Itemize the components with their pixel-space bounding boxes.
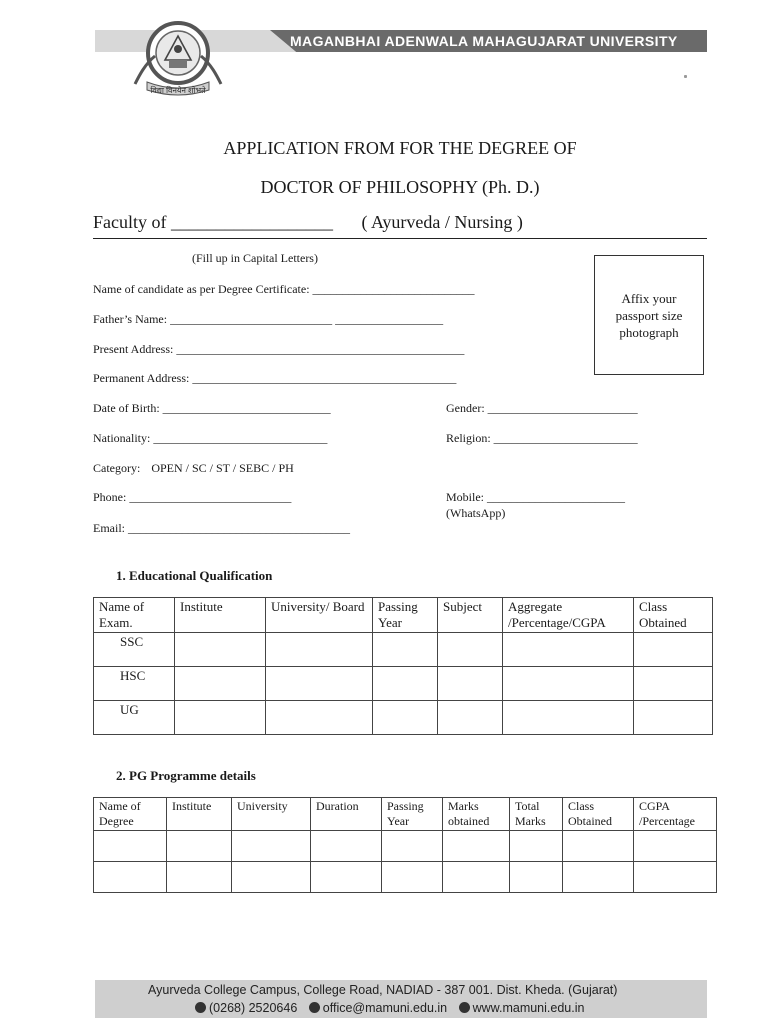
nationality-field[interactable]: Nationality: _____________________________ [93,431,328,445]
gender-field[interactable]: Gender: _________________________ [446,401,638,415]
father-name-field[interactable]: Father’s Name: ___________________________ __________________ [93,312,444,326]
table-header-row [94,798,717,831]
exam-name-cell: HSC [94,667,175,701]
table-cell[interactable] [503,633,634,667]
category-options: OPEN / SC / ST / SEBC / PH [151,461,294,475]
table-cell[interactable] [232,831,311,862]
table-header-cell: Class Obtained [563,798,634,831]
faculty-label[interactable]: Faculty of __________________ [93,212,333,232]
pg-heading: 2. PG Programme details [116,768,256,783]
table-cell[interactable] [175,667,266,701]
table-header-cell: Name of Exam. [94,598,175,633]
footer-contacts [195,1001,584,1015]
mobile-note: (WhatsApp) [446,506,506,520]
table-cell[interactable] [311,862,382,893]
religion-field[interactable]: Religion: ________________________ [446,431,638,445]
globe-icon [459,1002,470,1013]
table-row [94,633,713,667]
table-cell[interactable] [510,862,563,893]
table-cell[interactable] [382,862,443,893]
table-cell[interactable] [438,701,503,735]
table-row [94,831,717,862]
table-header-cell: Subject [438,598,503,633]
photo-box [594,255,704,375]
table-header-cell: University [232,798,311,831]
table-row [94,862,717,893]
footer-address: Ayurveda College Campus, College Road, NADIAD - 387 001. Dist. Kheda. (Gujarat) [148,983,618,997]
phone-icon [195,1002,206,1013]
table-cell[interactable] [373,701,438,735]
category-label: Category: [93,461,141,475]
candidate-name-field[interactable]: Name of candidate as per Degree Certificate: ___________________________ [93,282,475,296]
photo-box-text: Affix your passport size photograph [615,290,683,340]
present-address-field[interactable]: Present Address: ________________________________________________ [93,342,465,356]
footer-website[interactable]: www.mamuni.edu.in [472,1001,585,1015]
table-header-cell: Total Marks [510,798,563,831]
table-header-cell: Passing Year [382,798,443,831]
table-cell[interactable] [563,831,634,862]
table-header-cell: Institute [167,798,232,831]
table-cell[interactable] [634,701,713,735]
email-field[interactable]: Email: _____________________________________ [93,521,350,535]
table-header-cell: Institute [175,598,266,633]
table-cell[interactable] [510,831,563,862]
table-cell[interactable] [438,633,503,667]
table-cell[interactable] [634,633,713,667]
faculty-options: ( Ayurveda / Nursing ) [361,212,523,232]
footer-phone: (0268) 2520646 [209,1001,298,1015]
table-cell[interactable] [373,667,438,701]
table-cell[interactable] [175,701,266,735]
faculty-divider [93,238,707,239]
table-cell[interactable] [634,667,713,701]
table-header-row [94,598,713,633]
phone-field[interactable]: Phone: ___________________________ [93,490,292,504]
table-cell[interactable] [438,667,503,701]
form-title-line2: DOCTOR OF PHILOSOPHY (Ph. D.) [260,177,540,197]
table-header-cell: Passing Year [373,598,438,633]
table-header-cell: University/ Board [266,598,373,633]
form-title-line1: APPLICATION FROM FOR THE DEGREE OF [223,138,577,158]
table-cell[interactable] [634,831,717,862]
exam-name-cell: UG [94,701,175,735]
table-cell[interactable] [266,701,373,735]
table-cell[interactable] [563,862,634,893]
table-header-cell: CGPA /Percentage [634,798,717,831]
table-cell[interactable] [382,831,443,862]
category-field[interactable] [93,461,294,476]
table-cell[interactable] [167,831,232,862]
education-heading: 1. Educational Qualification [116,568,273,583]
table-cell[interactable] [167,862,232,893]
table-cell[interactable] [503,667,634,701]
table-cell[interactable] [175,633,266,667]
table-cell[interactable] [266,667,373,701]
table-cell[interactable] [266,633,373,667]
university-name: MAGANBHAI ADENWALA MAHAGUJARAT UNIVERSITY [290,33,678,49]
scan-speck [684,75,687,78]
table-header-cell: Name of Degree [94,798,167,831]
logo-motto: विद्या विनयेन शोभते [150,86,206,95]
education-table [93,597,713,735]
table-cell[interactable] [443,831,510,862]
table-header-cell: Duration [311,798,382,831]
faculty-row [93,212,706,233]
table-header-cell: Aggregate /Percentage/CGPA [503,598,634,633]
table-cell[interactable] [443,862,510,893]
table-cell[interactable] [311,831,382,862]
table-cell[interactable] [94,831,167,862]
permanent-address-field[interactable]: Permanent Address: ____________________________________________ [93,371,457,385]
table-row [94,701,713,735]
pg-table [93,797,717,893]
table-cell[interactable] [634,862,717,893]
table-cell[interactable] [94,862,167,893]
exam-name-cell: SSC [94,633,175,667]
table-cell[interactable] [373,633,438,667]
email-icon [309,1002,320,1013]
university-logo-icon [125,16,231,96]
table-cell[interactable] [503,701,634,735]
footer-email[interactable]: office@mamuni.edu.in [322,1001,448,1015]
mobile-field[interactable]: Mobile: _______________________ [446,490,625,504]
dob-field[interactable]: Date of Birth: ____________________________ [93,401,331,415]
table-header-cell: Class Obtained [634,598,713,633]
fill-instruction: (Fill up in Capital Letters) [192,251,318,265]
table-row [94,667,713,701]
table-cell[interactable] [232,862,311,893]
table-header-cell: Marks obtained [443,798,510,831]
